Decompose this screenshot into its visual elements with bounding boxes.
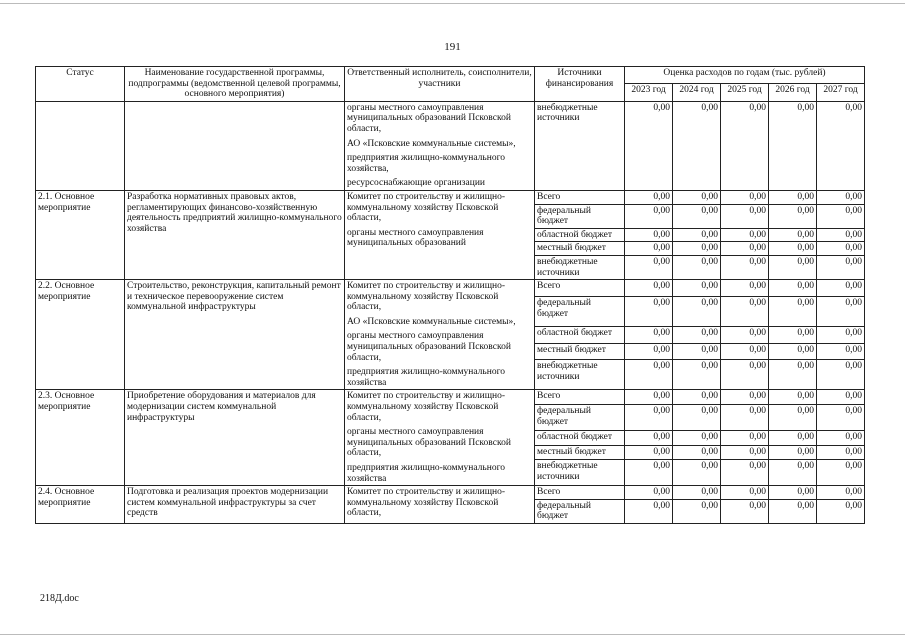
cost-value-cell: 0,00 xyxy=(769,390,817,405)
funding-source-cell: областной бюджет xyxy=(535,326,625,343)
funding-source-cell: федеральный бюджет xyxy=(535,296,625,326)
funding-source-cell: федеральный бюджет xyxy=(535,204,625,228)
cost-value-cell: 0,00 xyxy=(625,390,673,405)
executor-entry: предприятия жилищно-коммунального хозяйства xyxy=(347,367,505,388)
header-year: 2027 год xyxy=(817,84,865,101)
status-cell: 2.1. Основное мероприятие xyxy=(36,190,125,279)
cost-value-cell: 0,00 xyxy=(625,360,673,390)
funding-source-cell: федеральный бюджет xyxy=(535,405,625,431)
scan-edge-bottom xyxy=(0,634,905,635)
header-year: 2026 год xyxy=(769,84,817,101)
header-program-name: Наименование государственной программы, подпрограммы (ведомственной целевой программы, основного мероприятия) xyxy=(125,67,345,102)
cost-value-cell: 0,00 xyxy=(625,190,673,204)
cost-value-cell: 0,00 xyxy=(721,296,769,326)
executor-cell xyxy=(345,390,535,486)
executor-entry: предприятия жилищно-коммунального хозяйства, xyxy=(347,153,505,174)
cost-value-cell: 0,00 xyxy=(769,360,817,390)
cost-value-cell: 0,00 xyxy=(625,280,673,297)
cost-value-cell: 0,00 xyxy=(673,343,721,360)
cost-value-cell: 0,00 xyxy=(817,326,865,343)
executor-entry: органы местного самоуправления муниципальных образований Псковской области, xyxy=(347,427,511,459)
cost-value-cell: 0,00 xyxy=(769,343,817,360)
executor-entry: Комитет по строительству и жилищно-коммунальному хозяйству Псковской области, xyxy=(347,281,506,313)
cost-value-cell: 0,00 xyxy=(721,343,769,360)
cost-value-cell: 0,00 xyxy=(769,460,817,486)
cost-value-cell: 0,00 xyxy=(673,242,721,256)
executor-entry: Комитет по строительству и жилищно-коммунальному хозяйству Псковской области, xyxy=(347,391,506,423)
cost-value-cell: 0,00 xyxy=(721,242,769,256)
table-row xyxy=(36,190,865,204)
funding-source-cell: областной бюджет xyxy=(535,228,625,242)
funding-source-cell: внебюджетные источники xyxy=(535,460,625,486)
program-name-cell: Приобретение оборудования и материалов для модернизации систем коммунальной инфраструктуры xyxy=(125,390,345,486)
funding-source-cell: Всего xyxy=(535,390,625,405)
cost-value-cell: 0,00 xyxy=(673,405,721,431)
header-year: 2023 год xyxy=(625,84,673,101)
cost-value-cell: 0,00 xyxy=(817,486,865,500)
cost-value-cell: 0,00 xyxy=(769,255,817,279)
cost-value-cell: 0,00 xyxy=(817,204,865,228)
funding-source-cell: Всего xyxy=(535,280,625,297)
cost-value-cell: 0,00 xyxy=(625,431,673,446)
cost-value-cell: 0,00 xyxy=(625,228,673,242)
cost-value-cell: 0,00 xyxy=(721,360,769,390)
cost-value-cell: 0,00 xyxy=(673,360,721,390)
cost-value-cell: 0,00 xyxy=(673,228,721,242)
executor-cell xyxy=(345,190,535,279)
funding-source-cell: местный бюджет xyxy=(535,445,625,460)
cost-value-cell: 0,00 xyxy=(769,204,817,228)
cost-value-cell: 0,00 xyxy=(673,255,721,279)
cost-value-cell: 0,00 xyxy=(769,242,817,256)
cost-value-cell: 0,00 xyxy=(673,280,721,297)
funding-source-cell: местный бюджет xyxy=(535,242,625,256)
cost-value-cell: 0,00 xyxy=(673,499,721,523)
cost-value-cell: 0,00 xyxy=(721,486,769,500)
header-cost-estimate: Оценка расходов по годам (тыс. рублей) xyxy=(625,67,865,84)
cost-value-cell: 0,00 xyxy=(625,405,673,431)
table-row xyxy=(36,280,865,297)
header-status: Статус xyxy=(36,67,125,102)
executor-entry: АО «Псковские коммунальные системы», xyxy=(347,138,516,149)
cost-value-cell: 0,00 xyxy=(721,326,769,343)
cost-value-cell: 0,00 xyxy=(817,360,865,390)
executor-cell xyxy=(345,101,535,190)
cost-value-cell: 0,00 xyxy=(721,280,769,297)
cost-value-cell: 0,00 xyxy=(721,255,769,279)
cost-value-cell: 0,00 xyxy=(817,431,865,446)
cost-value-cell: 0,00 xyxy=(817,228,865,242)
cost-value-cell: 0,00 xyxy=(769,486,817,500)
executor-cell xyxy=(345,486,535,524)
cost-value-cell: 0,00 xyxy=(817,101,865,190)
cost-value-cell: 0,00 xyxy=(721,228,769,242)
executor-entry: Комитет по строительству и жилищно-коммунальному хозяйству Псковской области, xyxy=(347,191,506,224)
status-cell: 2.2. Основное мероприятие xyxy=(36,280,125,390)
cost-value-cell: 0,00 xyxy=(625,499,673,523)
executor-entry: органы местного самоуправления муниципальных образований Псковской области, xyxy=(347,331,511,363)
cost-value-cell: 0,00 xyxy=(625,326,673,343)
cost-value-cell: 0,00 xyxy=(769,190,817,204)
cost-value-cell: 0,00 xyxy=(721,101,769,190)
table-row xyxy=(36,486,865,500)
expense-table xyxy=(35,66,865,524)
funding-source-cell: Всего xyxy=(535,190,625,204)
header-year: 2025 год xyxy=(721,84,769,101)
page-number: 191 xyxy=(444,41,461,53)
cost-value-cell: 0,00 xyxy=(817,255,865,279)
cost-value-cell: 0,00 xyxy=(817,280,865,297)
status-cell: 2.3. Основное мероприятие xyxy=(36,390,125,486)
cost-value-cell: 0,00 xyxy=(721,445,769,460)
cost-value-cell: 0,00 xyxy=(625,460,673,486)
cost-value-cell: 0,00 xyxy=(673,445,721,460)
cost-value-cell: 0,00 xyxy=(625,255,673,279)
executor-entry: ресурсоснабжающие организации xyxy=(347,178,485,189)
cost-value-cell: 0,00 xyxy=(625,296,673,326)
cost-value-cell: 0,00 xyxy=(769,499,817,523)
cost-value-cell: 0,00 xyxy=(673,190,721,204)
status-cell: 2.4. Основное мероприятие xyxy=(36,486,125,524)
funding-source-cell: внебюджетные источники xyxy=(535,360,625,390)
cost-value-cell: 0,00 xyxy=(721,431,769,446)
cost-value-cell: 0,00 xyxy=(625,486,673,500)
cost-value-cell: 0,00 xyxy=(721,460,769,486)
program-name-cell: Разработка нормативных правовых актов, регламентирующих финансово-хозяйственную деятельность предприятий жилищно-коммунального хозяйства xyxy=(125,190,345,279)
header-funding-source: Источники финансирования xyxy=(535,67,625,102)
cost-value-cell: 0,00 xyxy=(721,390,769,405)
cost-value-cell: 0,00 xyxy=(625,445,673,460)
cost-value-cell: 0,00 xyxy=(817,390,865,405)
header-executor: Ответственный исполнитель, соисполнители, участники xyxy=(345,67,535,102)
cost-value-cell: 0,00 xyxy=(769,296,817,326)
cost-value-cell: 0,00 xyxy=(673,390,721,405)
executor-entry: органы местного самоуправления муниципальных образований xyxy=(347,227,484,249)
table-body xyxy=(36,101,865,523)
cost-value-cell: 0,00 xyxy=(817,405,865,431)
cost-value-cell: 0,00 xyxy=(769,228,817,242)
cost-value-cell: 0,00 xyxy=(673,204,721,228)
executor-entry: предприятия жилищно-коммунального хозяйства xyxy=(347,463,505,484)
cost-value-cell: 0,00 xyxy=(769,326,817,343)
cost-value-cell: 0,00 xyxy=(817,296,865,326)
cost-value-cell: 0,00 xyxy=(625,242,673,256)
footer-filename: 218Д.doc xyxy=(40,593,79,604)
cost-value-cell: 0,00 xyxy=(769,280,817,297)
funding-source-cell: внебюджетные источники xyxy=(535,101,625,190)
cost-value-cell: 0,00 xyxy=(721,499,769,523)
program-name-cell: Строительство, реконструкция, капитальный ремонт и техническое перевооружение систем коммунальной инфраструктуры xyxy=(125,280,345,390)
cost-value-cell: 0,00 xyxy=(817,242,865,256)
cost-value-cell: 0,00 xyxy=(769,101,817,190)
cost-value-cell: 0,00 xyxy=(721,204,769,228)
cost-value-cell: 0,00 xyxy=(721,190,769,204)
funding-source-cell: внебюджетные источники xyxy=(535,255,625,279)
executor-entry: органы местного самоуправления муниципальных образований Псковской области, xyxy=(347,102,511,134)
cost-value-cell: 0,00 xyxy=(625,343,673,360)
cost-value-cell: 0,00 xyxy=(769,445,817,460)
funding-source-cell: Всего xyxy=(535,486,625,500)
header-row xyxy=(36,67,865,84)
cost-value-cell: 0,00 xyxy=(817,343,865,360)
executor-entry: АО «Псковские коммунальные системы», xyxy=(347,316,516,327)
executor-entry: Комитет по строительству и жилищно-коммунальному хозяйству Псковской области, xyxy=(347,487,506,519)
cost-value-cell: 0,00 xyxy=(721,405,769,431)
cost-value-cell: 0,00 xyxy=(673,101,721,190)
cost-value-cell: 0,00 xyxy=(817,445,865,460)
cost-value-cell: 0,00 xyxy=(625,101,673,190)
cost-value-cell: 0,00 xyxy=(673,486,721,500)
cost-value-cell: 0,00 xyxy=(817,499,865,523)
cost-value-cell: 0,00 xyxy=(769,405,817,431)
cost-value-cell: 0,00 xyxy=(673,431,721,446)
status-cell xyxy=(36,101,125,190)
header-year: 2024 год xyxy=(673,84,721,101)
table-row xyxy=(36,101,865,190)
cost-value-cell: 0,00 xyxy=(769,431,817,446)
program-name-cell: Подготовка и реализация проектов модернизации систем коммунальной инфраструктуры за счет средств xyxy=(125,486,345,524)
program-name-cell xyxy=(125,101,345,190)
executor-cell xyxy=(345,280,535,390)
cost-value-cell: 0,00 xyxy=(817,190,865,204)
cost-value-cell: 0,00 xyxy=(673,296,721,326)
cost-value-cell: 0,00 xyxy=(817,460,865,486)
funding-source-cell: федеральный бюджет xyxy=(535,499,625,523)
cost-value-cell: 0,00 xyxy=(673,460,721,486)
funding-source-cell: местный бюджет xyxy=(535,343,625,360)
cost-value-cell: 0,00 xyxy=(673,326,721,343)
funding-source-cell: областной бюджет xyxy=(535,431,625,446)
cost-value-cell: 0,00 xyxy=(625,204,673,228)
table-row xyxy=(36,390,865,405)
scan-edge-top xyxy=(0,3,905,4)
